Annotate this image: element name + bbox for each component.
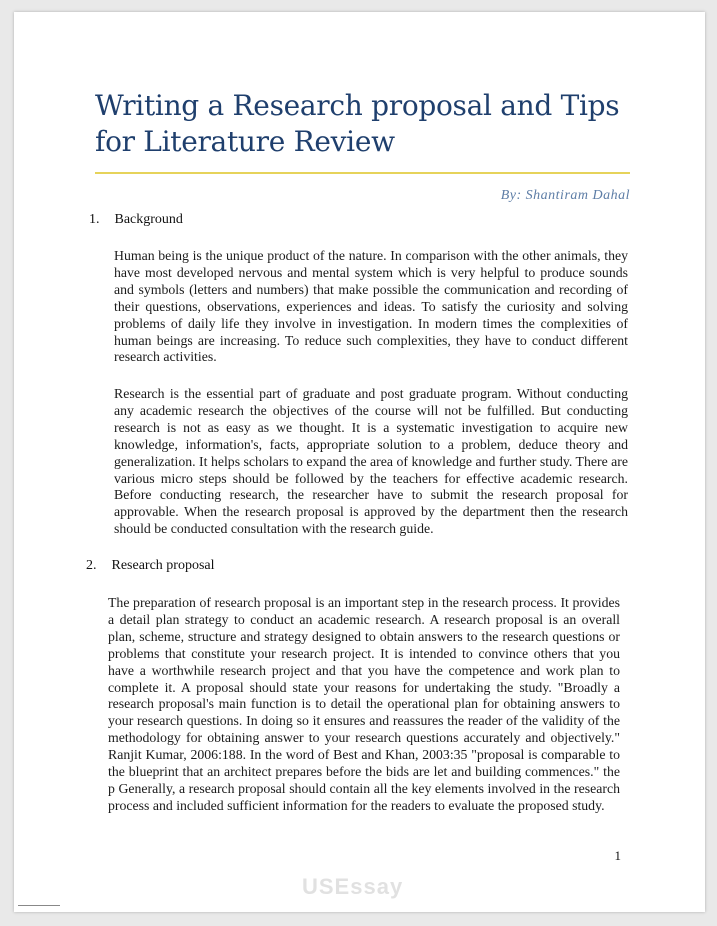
section-heading-research-proposal [86,558,215,574]
document-page [14,12,705,912]
page-number: 1 [614,848,621,863]
document-title: Writing a Research proposal and Tips for Literature Review [95,89,620,158]
section-number: 1. [89,212,100,227]
body-paragraph: Research is the essential part of graduate and post graduate program. Without conducting any academic research the objectives of the course will not be fulfilled. But conducting research is not as easy as we thought. It is a systematic investigation to acquire new knowledge, information's, facts, appropriate solution to a problem, deduce theory and generalization. It helps scholars to expand the area of knowledge and further study. There are various micro steps should be followed by the teachers for effective academic research. Before conducting research, the researcher have to submit the research proposal for approvable. When the research proposal is approved by the department then the research should be conducted consultation with the research guide. [114,386,628,537]
section-heading-background [89,212,183,228]
section-number: 2. [86,558,97,573]
footer-divider [18,905,60,906]
section-title: Research proposal [111,558,215,573]
section-title: Background [114,212,183,227]
title-underline [95,172,630,174]
body-paragraph: Human being is the unique product of the nature. In comparison with the other animals, they have most developed nervous and mental system which is very helpful to produce sounds and symbols (letters and numbers) that make possible the communication and recording of their questions, observations, experiences and ideas. To satisfy the curiosity and solving problems of daily life they involve in investigation. In modern times the complexities of human beings are increasing. To reduce such complexities, they have to conduct different research activities. [114,248,628,365]
watermark-logo: USEssay [302,874,404,899]
body-paragraph: The preparation of research proposal is an important step in the research process. It provides a detail plan strategy to conduct an academic research. A research proposal is an overall plan, scheme, structure and strategy designed to obtain answers to the research questions or problems that constitute your research project. It is intended to convince others that you have a worthwhile research project and that you have the competence and work plan to complete it. A proposal should state your reasons for undertaking the study. "Broadly a research proposal's main function is to detail the operational plan for obtaining answers to your research questions. In doing so it ensures and reassures the reader of the validity of the methodology for obtaining answer to your research questions accurately and objectively." Ranjit Kumar, 2006:188. In the word of Best and Khan, 2003:35 "proposal is comparable to the blueprint that an architect prepares before the bids are let and building commences." the p Generally, a research proposal should contain all the key elements involved in the research process and included sufficient information for the readers to evaluate the proposed study. [108,595,620,813]
author-byline: By: Shantiram Dahal [500,188,630,203]
